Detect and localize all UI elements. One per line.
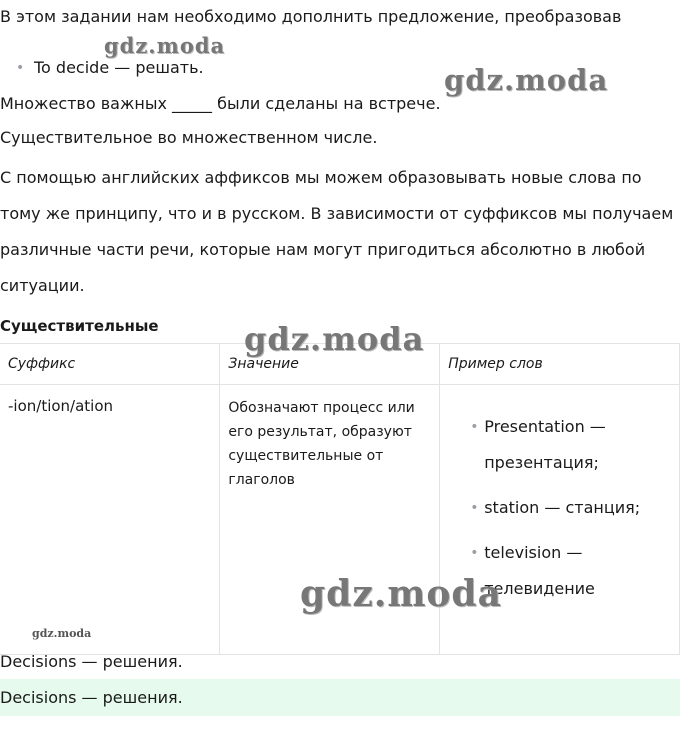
header-examples: Пример слов: [440, 344, 680, 385]
watermark: gdz.moda: [104, 33, 226, 58]
bullet-list: [0, 57, 204, 79]
example-item: • Presentation — презентация;: [448, 409, 671, 481]
watermark: gdz.moda: [32, 627, 92, 640]
task-sentence: Множество важных _____ были сделаны на встрече.: [0, 94, 441, 113]
cell-suffix: -ion/tion/ation: [0, 385, 220, 655]
bullet-item: • To decide — решать.: [0, 57, 204, 79]
watermark: gdz.moda: [444, 63, 609, 97]
section-title: Существительные: [0, 317, 159, 335]
answer-highlight: Decisions — решения.: [0, 679, 680, 716]
header-suffix: Суффикс: [0, 344, 220, 385]
watermark: gdz.moda: [244, 320, 425, 358]
cell-meaning: Обозначают процесс или его результат, образуют существительные от глаголов: [220, 385, 440, 655]
answer-text: Decisions — решения.: [0, 652, 183, 671]
explanation-paragraph: С помощью английских аффиксов мы можем образовывать новые слова по тому же принципу, что и в русском. В зависимости от суффиксов мы получаем различные части речи, которые нам могут пригодиться абсолютно в любой ситуации.: [0, 168, 674, 295]
intro-text: В этом задании нам необходимо дополнить предложение, преобразовав: [0, 7, 622, 26]
example-item: • television — телевидение: [448, 535, 671, 607]
note-text: Существительное во множественном числе.: [0, 128, 378, 147]
header-meaning: Значение: [220, 344, 440, 385]
watermark: gdz.moda: [300, 573, 502, 615]
example-item: • station — станция;: [448, 490, 671, 526]
